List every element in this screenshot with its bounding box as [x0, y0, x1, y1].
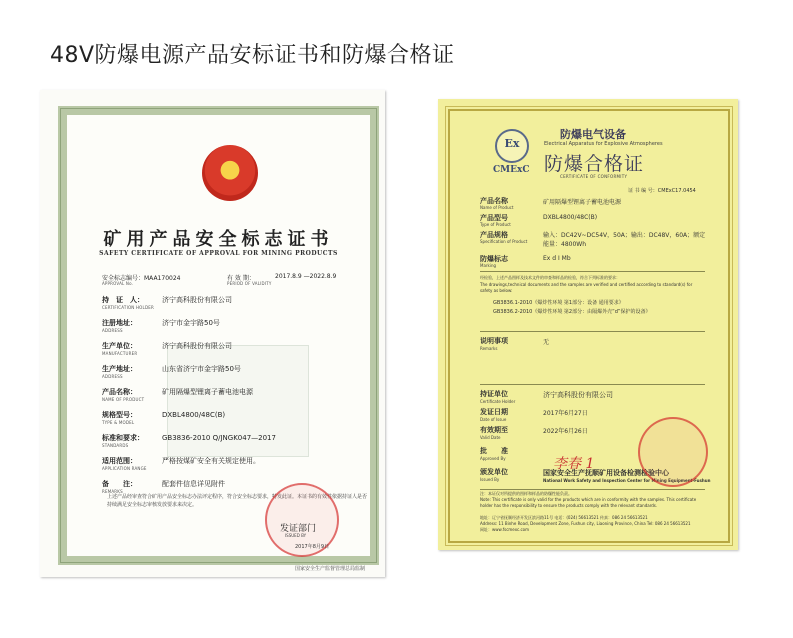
field-value: Ex d I Mb — [543, 255, 571, 262]
field-label-en: MANUFACTURER — [102, 351, 138, 356]
certificate-field — [102, 341, 232, 351]
field-label: 备 注： — [102, 480, 137, 488]
certificate-field — [102, 387, 253, 397]
validity-label-en: PERIOD OF VALIDITY — [227, 281, 272, 286]
field-label-en: APPLICATION RANGE — [102, 466, 147, 471]
field-label-en: Type of Product — [480, 222, 511, 227]
valid-date-value: 2022年6月26日 — [543, 428, 588, 435]
field-label-en: ADDRESS — [102, 374, 123, 379]
field-label: 适用范围： — [102, 457, 137, 465]
divider — [480, 384, 705, 385]
issue-date-label: 发证日期 — [480, 408, 508, 416]
issue-date-value: 2017年6月27日 — [543, 410, 588, 417]
field-value: 济宁高科股份有限公司 — [162, 296, 232, 304]
footer-note-en: Note: This certificate is only valid for the products which are in conformity with the samples. This certificate holder has the responsibility to ensure the products comply with the relevant standards. — [480, 497, 697, 508]
field-label-en: Marking — [480, 263, 497, 268]
field-label-en: TYPE & MODEL — [102, 420, 135, 425]
field-label: 产品名称： — [102, 388, 137, 396]
divider — [480, 489, 705, 490]
issuer-value: 国家安全生产抚顺矿用设备检测检验中心 — [543, 469, 669, 477]
certificate-footer: 国家安全生产监督管理总局监制 — [295, 566, 366, 572]
field-label: 标准和要求： — [102, 434, 144, 442]
field-label-en: CERTIFICATION HOLDER — [102, 305, 154, 310]
national-emblem-icon — [202, 145, 258, 201]
field-value: 矿用隔爆型锂离子蓄电池电源 — [162, 388, 253, 396]
field-label-en: Name of Product — [480, 205, 514, 210]
issuer-label-en: Issued By — [480, 477, 500, 482]
footer-address-en: Address: 11 Binhe Road, Development Zone, Fushun city, Liaoning Province, China Tel: 086 24 56613521 — [480, 521, 691, 526]
field-value: DXBL4800/48C(B) — [162, 411, 226, 419]
approval-number: 安全标志编号：MAA170024 — [102, 275, 181, 282]
certificate-field — [102, 295, 232, 305]
signature: 李春 1 — [553, 456, 595, 472]
issue-date: 2017年8月9日 — [295, 544, 330, 550]
field-value: 严格按煤矿安全有关规定使用。 — [162, 457, 260, 465]
safety-certificate — [40, 90, 385, 577]
issued-by: 发证部门 — [280, 524, 317, 534]
field-label: 生产单位： — [102, 342, 137, 350]
certificate-note: 上述产品经审查符合矿用产品安全标志办法评定程序，符合安全标志要求，特发此证。本证书的有效性依据持证人是否持续满足安全标志审核发放要求来决定。 — [107, 494, 368, 508]
footer-website: 网址：www.fscmexc.com — [480, 527, 530, 532]
field-label: 产品规格 — [480, 231, 508, 239]
issue-date-label-en: Date of Issue — [480, 417, 507, 422]
certificate-heading: 防爆电气设备 — [560, 128, 626, 141]
ex-mark: Ex — [504, 137, 520, 150]
cmexc-label: CMExC — [493, 165, 530, 175]
field-value: DXBL4800/48C(B) — [543, 214, 598, 221]
certificate-field — [102, 410, 225, 420]
validity-value: 2017.8.9 —2022.8.9 — [275, 273, 337, 280]
certificate-field — [102, 479, 225, 489]
certificate-heading-en: Electrical Apparatus for Explosive Atmospheres — [544, 141, 663, 147]
certificate-title-en: CERTIFICATE OF CONFORMITY — [560, 174, 628, 179]
approval-number-en: APPROVAL No. — [102, 281, 134, 286]
field-label: 产品名称 — [480, 197, 508, 205]
certificate-field — [102, 364, 241, 374]
cmexc-logo-icon — [495, 129, 529, 163]
field-value: 山东省济宁市金宇路50号 — [162, 365, 241, 373]
field-label: 生产地址： — [102, 365, 137, 373]
certificate-field — [102, 433, 276, 443]
field-label-en: ADDRESS — [102, 328, 123, 333]
issued-by-en: ISSUED BY — [285, 533, 307, 538]
divider — [480, 331, 705, 332]
field-value: 济宁市金宇路50号 — [162, 319, 220, 327]
remarks-value: 无 — [543, 339, 550, 346]
footer-address: 地址：辽宁省抚顺经济开发区滨河路11号 电话：(024) 56613521 传真：086 24 56613521 — [480, 515, 648, 520]
validity-label: 有 效 期： — [227, 275, 255, 282]
certificate-subtitle: SAFETY CERTIFICATE OF APPROVAL FOR MINING PRODUCTS — [99, 250, 338, 257]
field-label: 持 证 人： — [102, 296, 144, 304]
red-seal — [638, 417, 708, 487]
holder-label-en: Certificate Holder — [480, 399, 516, 404]
explosion-proof-certificate — [438, 99, 738, 550]
certificate-title: 矿用产品安全标志证书 — [103, 229, 334, 250]
valid-date-label-en: Valid Date — [480, 435, 501, 440]
field-label-en: Specification of Product — [480, 239, 528, 244]
standard-item: GB3836.1-2010《爆炸性环境 第1部分：设备 通用要求》 — [493, 300, 624, 306]
field-label: 防爆标志 — [480, 255, 508, 263]
field-label-en: NAME OF PRODUCT — [102, 397, 145, 402]
field-label: 规格型号： — [102, 411, 137, 419]
standard-item: GB3836.2-2010《爆炸性环境 第2部分：由隔爆外壳“d”保护的设备》 — [493, 309, 651, 315]
approved-by-label-en: Approved By — [480, 456, 506, 461]
divider — [480, 271, 705, 272]
field-value: 矿用隔爆型锂离子蓄电池电源 — [543, 199, 622, 206]
holder-value: 济宁高科股份有限公司 — [543, 391, 613, 399]
issuer-label: 颁发单位 — [480, 468, 508, 476]
holder-label: 持证单位 — [480, 390, 508, 398]
field-label-en: STANDARDS — [102, 443, 129, 448]
field-label-en: REMARKS — [102, 489, 123, 494]
standards-note: 经检验，上述产品图样及技术文件的审查和样品的检验，符合下列标准的要求： — [480, 275, 620, 280]
issuer-value-en: National Work Safety and Inspection Center for Mining Equipment-Fushun — [543, 478, 711, 483]
field-label: 注册地址： — [102, 319, 137, 327]
certificate-number: 证 书 编 号：CMExC17.0454 — [628, 188, 696, 194]
certificate-field — [102, 318, 220, 328]
valid-date-label: 有效期至 — [480, 426, 508, 434]
certificate-border — [58, 106, 379, 565]
standards-note-en: The drawings,technical documents and the samples are verified and certified according to standard(s) for safety as below: — [480, 282, 693, 293]
field-value: 配套件信息详见附件 — [162, 480, 225, 488]
field-value: 济宁高科股份有限公司 — [162, 342, 232, 350]
field-label: 产品型号 — [480, 214, 508, 222]
field-value: GB3836-2010 Q/JNGK047—2017 — [162, 434, 276, 442]
approved-by-label: 批 准 — [480, 447, 508, 455]
remarks-label: 说明事项 — [480, 337, 508, 345]
remarks-label-en: Remarks — [480, 346, 498, 351]
footer-note: 注：本证仅对所提供的图样和样品的防爆性能负责。 — [480, 491, 572, 496]
certificate-field — [102, 456, 260, 466]
page-title: 48V防爆电源产品安标证书和防爆合格证 — [50, 43, 455, 68]
field-value: 输入：DC42V~DC54V，50A；输出：DC48V，60A；额定能量：4800Wh — [543, 232, 706, 248]
certificate-title: 防爆合格证 — [544, 153, 645, 175]
